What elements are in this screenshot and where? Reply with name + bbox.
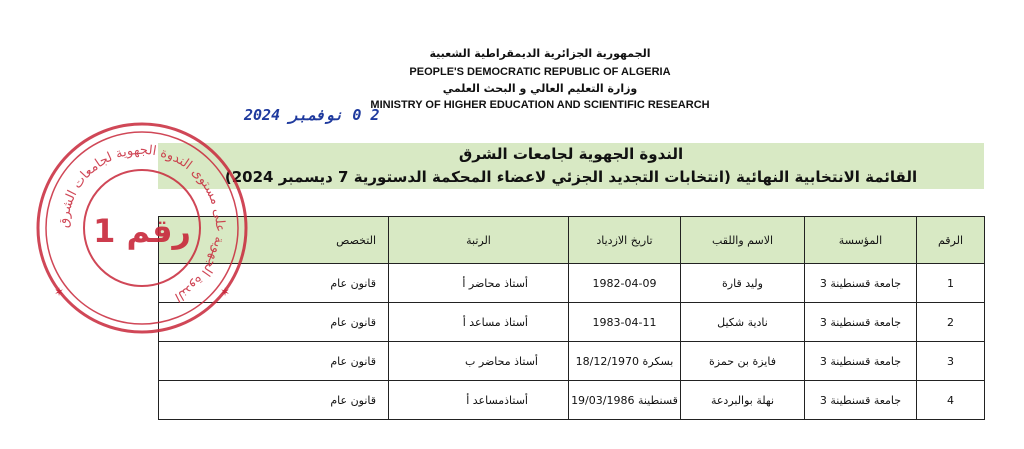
cell-specialty: قانون عام: [159, 303, 389, 342]
seal-ring-text: الندوة الجهوية على مستوى الندوة الجهوية لجامعات الشرق: [56, 142, 228, 305]
star-icon: ✶: [220, 285, 231, 299]
cell-rank: أستاذ مساعد أ: [389, 303, 569, 342]
header-institution: المؤسسة: [805, 217, 917, 264]
banner-title: الندوة الجهوية لجامعات الشرق: [458, 145, 684, 163]
star-icon: ✶: [54, 285, 65, 299]
date-stamp: 2 0 نوفمبر 2024: [244, 106, 380, 124]
table-row: [159, 303, 985, 342]
country-name-ar: الجمهورية الجزائرية الديمقراطية الشعبية: [429, 47, 651, 60]
header-rank: الرتبة: [389, 217, 569, 264]
header-birth-date: تاريخ الازدياد: [569, 217, 681, 264]
cell-birth-date: بسكرة 18/12/1970: [569, 342, 681, 381]
table-row: [159, 381, 985, 420]
cell-specialty: قانون عام: [159, 381, 389, 420]
cell-name: وليد قارة: [681, 264, 805, 303]
cell-number: 2: [917, 303, 985, 342]
cell-number: 1: [917, 264, 985, 303]
cell-rank: أستاذمساعد أ: [389, 381, 569, 420]
cell-rank: أستاذ محاضر أ: [389, 264, 569, 303]
banner-subtitle: القائمة الانتخابية النهائية (انتخابات التجديد الجزئي لاعضاء المحكمة الدستورية 7 ديسمبر 2024): [224, 168, 918, 186]
header-name: الاسم واللقب: [681, 217, 805, 264]
table-row: [159, 342, 985, 381]
cell-birth-date: قسنطينة 19/03/1986: [569, 381, 681, 420]
cell-specialty: قانون عام: [159, 342, 389, 381]
table-row: [159, 264, 985, 303]
cell-institution: جامعة قسنطينة 3: [805, 303, 917, 342]
cell-institution: جامعة قسنطينة 3: [805, 264, 917, 303]
country-name-en: PEOPLE'S DEMOCRATIC REPUBLIC OF ALGERIA: [409, 66, 671, 78]
cell-institution: جامعة قسنطينة 3: [805, 342, 917, 381]
ministry-name-ar: وزارة التعليم العالي و البحث العلمي: [442, 82, 638, 95]
ministry-name-en: MINISTRY OF HIGHER EDUCATION AND SCIENTIFIC RESEARCH: [370, 99, 710, 111]
table-header-row: [159, 217, 985, 264]
cell-birth-date: 1982-04-09: [569, 264, 681, 303]
cell-number: 4: [917, 381, 985, 420]
cell-number: 3: [917, 342, 985, 381]
seal-center-text: رقم 1: [93, 212, 191, 250]
header-specialty: التخصص: [159, 217, 389, 264]
header-number: الرقم: [917, 217, 985, 264]
cell-rank: أستاذ محاضر ب: [389, 342, 569, 381]
cell-institution: جامعة قسنطينة 3: [805, 381, 917, 420]
cell-name: نهلة بوالبردعة: [681, 381, 805, 420]
cell-specialty: قانون عام: [159, 264, 389, 303]
cell-birth-date: 1983-04-11: [569, 303, 681, 342]
cell-name: فايزة بن حمزة: [681, 342, 805, 381]
cell-name: نادية شكيل: [681, 303, 805, 342]
electoral-list-table: [158, 216, 985, 420]
